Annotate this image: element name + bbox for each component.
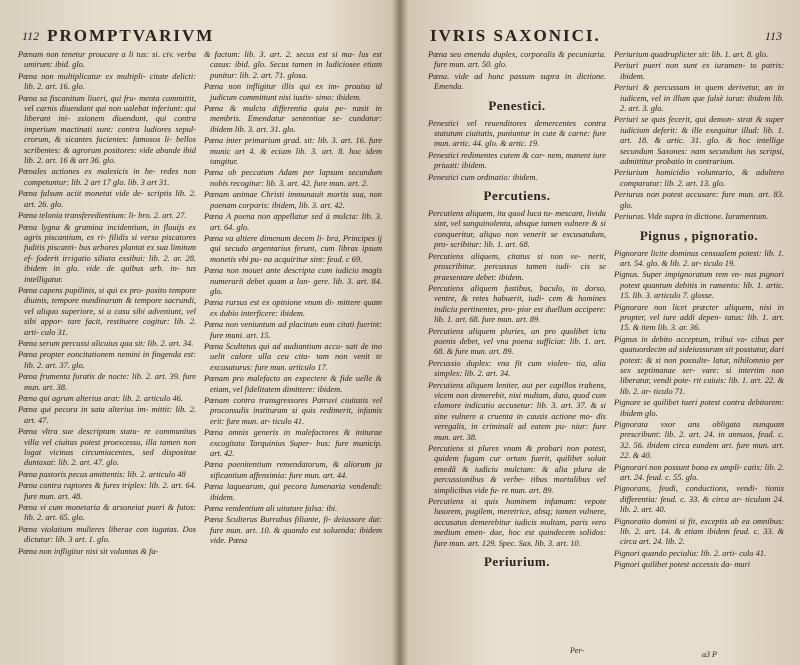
index-entry: Pœna violatium mulieres liberae con iugatas. Dos dictatur: lib. 3 art. 1. glo. [18, 524, 196, 545]
left-column-2 [204, 50, 382, 655]
index-entry: Penestici vel reuenditores demercentes contra statutum ciuitatis, puniuntur in cute & carne: fure mun. artic. 44. glo. & artic. 19. [428, 118, 606, 149]
index-entry: Pœna sa fiscanitum liueri, qui fru- menta committit, vel carnis diuendant qui non ualebat inferiunt: qui liberant ini- ssionem diuendunt, qui contra imperium mactinati sunt: contra ludiores sepul- crorum, & sicantes facientes: famosos li- bellos scribentes: & agrorum positores: vide abunde ibid lib. 2. art. 16 & art 36. glo. [18, 93, 196, 166]
index-entry: Penestici redimentes cutem & car- nem, manent iure priuati: ibidem. [428, 150, 606, 171]
index-entry: Pœnam animae Christi immunauit mortis sua, non poenam corporis: ibidem, lib. 3. art. 42. [204, 190, 382, 210]
index-entry: Pignori quilibet potest accessis da- muri [614, 560, 751, 570]
index-entry: Pignorata vxor ans obligata nunquam prescribunt: lib. 2. art. 24. in annuos, feud. c. 32. 56. ibidem circa eundem art. fure mun. art. 22. & 40. [614, 420, 784, 461]
index-entry: Pœna & mulcta differentia quia pe- nasit in membris. Emendatur sententiae se- cundatur: ibidem lib. 3. art. 31. glo. [204, 104, 382, 134]
index-entry: Pœna va altiere dimenum decem li- bra, Principes ij qui secudo argentarius ferunt, cum libras ipsum monetis vbi pu- na acquiritur sint: feud. c 69. [204, 233, 382, 264]
index-entry: Percutiens aliquem pluries, an pro quolibet ictu poenis debet, vel vna poena sufficiat: lib. 1. art. 68. & fure mun. art. 89. [428, 326, 606, 357]
index-entry: Percutiens aliquem, ita quod luca tu- mescant, livida sint, vel sanguinolenta, absque tamen vulnere & si conqueritur, aliquo non venerit se excusandum, pro- scribitur: lib. 1. art. 68. [428, 209, 606, 250]
index-entry: Percutiens si quis hominem infamam: vepote lusorem, pugilem, meretrice, absq; tamen vulnere, accusatus demerebitur iudicis multam, paris vero medium emen- dae, hoc est quindecem solidos: fure mun. art. 129. Spec. Sax. lib. 3. art. 10. [428, 497, 606, 548]
section-heading: Pignus , pignoratio. [639, 227, 759, 243]
index-entry: Pœna Sculterus Burrabus filiante, fi- deiussore dat: fure mun. art. 10. & quando est soluenda: ibidem vide. Pœna [204, 515, 382, 546]
right-column-2 [614, 50, 784, 655]
index-entry: Periurus non potest accusare: fure mun. art. 83. glo. [614, 190, 784, 210]
index-entry: Pœna qui agrum alterius arat: lib. 2. articulo 46. [18, 394, 183, 403]
index-entry: Pœna capens pupilinis, si qui ex pro- posito tempore diuinis, tempore nundinarum & tempore sacrundi, vel aliquo superiore, si a casu sibi adveniunt, vel sibi appor- tare facit, restituere cogitur: lib. 2. arti- culo 31. [18, 285, 196, 337]
index-entry: Pœna pastoris pecus amittentis: lib. 2. articulo 48 [18, 469, 186, 479]
index-entry: Pignori quando pecialia: lib. 2. arti- culo 41. [614, 548, 767, 558]
index-entry: Pœna non multiplicatur ex multipli- citate delicti: lib. 2. art. 16. glo. [18, 71, 196, 92]
page-catchwords: a3 P [702, 650, 717, 659]
index-entry: Pœna lygna & gramina incidentium, in fluuijs ex agris piscantium, ex ri- filidis si verso piscatores fuditis piscanti- bus arbores plantat ex sua limitum ef- foderit irrigatio siliata exsibui: lib. 2. ar. 28. ibidem in glo. vide de quibus arb. in- tus intelligatur. [18, 222, 196, 284]
index-entry: Pignus. Super impignoratum rem vn- nus pignori potest quantum debitis in ramento: lib. 1. artic. 15. lib. 3. articulo 7. glosse. [614, 270, 784, 301]
index-entry: Pignorare licite dominus censualem potest: lib. 1. art. 54. glo. & lib. 2. ar- ticulo 19. [614, 248, 784, 268]
right-page [402, 0, 800, 665]
index-entry: & factum: lib. 3. art. 2. secus est si ma- lus est casus: ibid. glo. Secus tamen in ludiciosee etiam punitur: lib. 2. art. 71. glosa. [204, 50, 382, 80]
index-entry: Pœna telonia transferedientium: li- bro. 2. art. 27. [18, 211, 187, 221]
index-entry: Periurium quadruplicter sit: lib. 1. art. 8. glo. [614, 50, 769, 59]
index-entry: Pœna contra raptores & fures triplex: lib. 2. art. 64. fure mun. art. 48. [18, 481, 196, 501]
index-entry: Pignorari non possunt bona ex ampli- catis: lib. 2. art. 24. feud. c. 55. glo. [614, 462, 784, 483]
index-entry: Pœna inter primarium grad. sit: lib. 3. art. 16. fure munic art 4. & eciam lib. 3. art. 8. hoc idem tangitur. [204, 136, 382, 167]
index-entry: Percutiens aliquem leniter, aut per capillos trahens, vicem non demerebit, nisi multam, dato, quod cum clamore indicatio accusetur: lib. 3. art. 37. & si sine vulnere a cruenta in causis actione mo- dis veregalis, in criminali ad eatem pu- niur: fure mun. art. 38. [428, 380, 606, 442]
index-entry: Pignore se quilibet tueri potest contra debitorem: ibidem glo. [614, 398, 784, 418]
index-entry: Periurus. Vide supra in dictione. Iuramentum. [614, 212, 769, 222]
index-entry: Pœna seu emenda duplex, corporalis & pecuniaria. fure mun. art. 50. glo. [428, 50, 606, 70]
index-entry: Percutiens aliquem fustibus, baculo, in dorso, ventre, & retes habuerit, iudi- cem & homines indiciu pertinentes, pro- pior est duellum accipere: lib. 1. art. 68. fure mun. art. 89. [428, 283, 606, 325]
index-entry: Periuri pueri non sunt ex iuramen- to patris: ibidem. [614, 61, 784, 81]
index-entry: Pœna falsum aciit monetat vide de- scriptis lib. 2. art. 26. glo. [18, 189, 196, 209]
index-entry: Pœna. vide ad hunc passum supra in dictione. Emenda. [428, 71, 606, 92]
index-entry: Pignorare non licet præcter aliquem, nisi in propter, vel iure addi depen- tatus: lib. 1. art. 15. & item lib. 3. ar. 36. [614, 302, 784, 333]
index-entry: Pœna non infligitur nisi sit voluntas & fa- [18, 546, 159, 556]
index-entry: Pœna non veniuntum ad placitum eum citati fuerint: fure muni. art. 15. [204, 320, 382, 340]
index-entry: Pœna rursus est ex opinione vnum di- mittere quam ex dubio interficere: ibidem. [204, 298, 382, 318]
index-entry: Pœnales actiones ex malesicis in he- redes non competuntur: lib. 2 art 17 glo. lib. 3 art 31. [18, 167, 196, 187]
index-entry: Pignus in debito acceptum, tribui vo- cibus per quatuordecim ad sideiussuram sit posstatur, dari potest: & si non possulte- latur, nihilomnio per sex septimanae ser- vare: si intertim non liberatur, vendi pote- rit cuiuis: lib. 1. art. 22. & lib. 2. ar- ticulo 71. [614, 334, 784, 396]
index-entry: Pœnam contra transgressores Patruvi ciuitatis vel proconsulis instituram si quis redimerit, infamis erit: fure mun. ar- ticulo 41. [204, 396, 382, 426]
running-head-left [22, 26, 214, 46]
index-entry: Pœna omnis generis in malefactores & initurae excogitata Tarquinius Super- bus: fure municip. art. 42. [204, 428, 382, 459]
index-entry: Periuri & percussum in quem derivetur, an in iudicem, vel in illum que falsè iurat: ibidem lib. 2. art. 3. glo. [614, 83, 784, 114]
index-entry: Periuri se quis fecerit, qui demon- strat & super iudicium deferit: & ille exequitur illud: lib. 1. art. 18. & artic. 31. glo. & hoc intellige secundum Saxones: nam secundum ius scripsi, admittitur probatio in contrarium. [614, 115, 784, 167]
index-entry: Percutiens si plures vnum & probari non potest, quidem fugam cur ortum fuerit, quilibet soluit emedâ & iudiciu mulctam: & alia plura de percussionibus & verbe- tibus mortalibus vel simplicibus vide fu- re mun. art. 89. [428, 444, 606, 495]
index-entry: Pœna poenitentium remendatorum, & aliorum ja sificantium affensimia: fure mun. art. 44. [204, 460, 382, 480]
index-entry: Pœna non mouet ante descripta cum iudicio magis numerarii debet quam a lan- gere. lib. 3. art. 84. glo. [204, 266, 382, 296]
section-heading: Percutiens. [483, 188, 551, 204]
left-page [0, 0, 398, 665]
index-entry: Pignoratio domini si fit, exceptis ab ea omnibus: lib. 2. art. 14. & etiam ibidem feud. c. 33. & circa art. 24. lib. 2. [614, 516, 784, 547]
index-entry: Percussio duplex: vna fit cum violen- tia, alia simplex: lib. 2. art. 34. [428, 358, 606, 379]
index-entry: Pignorans, feudi, conductions, vendi- tionis differentia: feud. c. 33. & circa ar- ticulum 24. lib. 2. art. 40. [614, 484, 784, 515]
section-heading: Periurium. [483, 554, 550, 570]
running-head-right [430, 26, 782, 46]
index-entry: Pœna ob peccatum Adam per lapsum secundum nobis recogitur: lib. 3. art. 42. fure mun. art. 2. [204, 168, 382, 188]
index-entry: Pœnam pro malefacto an expectere & fide uelle & etiam, vel fidelitatem dimittere: ibidem. [204, 374, 382, 394]
index-entry: Percutiens aliquem, citatus si non ve- nerit, proscribitur. percussus tamen iudi- cis se praesentare debet: ibidem. [428, 251, 606, 282]
index-entry: Pœnam non tenetur proucare a li tus: si. civ. verba umirum: ibid. glo. [18, 50, 196, 70]
index-entry: Pœna frumenta furatis de nocte: lib. 2. art. 39. fure mun. art. 38. [18, 372, 196, 392]
folio-number: 112 [22, 28, 40, 43]
index-entry: Pœna laquearum, qui pecora lumenaria vendendi: ibidem. [204, 482, 382, 502]
index-entry: Pœna non infligitur illis qui ex im- prouisa id judicum committunt nisi iustis- simo: ibidem. [204, 82, 382, 102]
right-column-1 [428, 50, 606, 655]
index-entry: Pœna qui pecora in sata alterius im- mittit: lib. 2. art. 47. [18, 405, 196, 425]
index-entry: Penestici cum ordinatio: ibidem. [428, 172, 538, 182]
index-entry: Pœna vltra sue descriptam statu- re communitas villa vel ciuitas potest proexcessu, illa tamen non logat vicinas circumiacentes, sed dispositae duntaxat: lib. 2. art. 47. glo. [18, 427, 196, 468]
column-catchword: Per- [570, 646, 585, 655]
running-title: IVRIS SAXONICI. [430, 26, 601, 45]
index-entry: Pœna Scultetus qui ad audiantium accu- sati de ino uelit calore ulla ceu cita- tam non venit te excusaturus: fure mun. articulo 17. [204, 341, 382, 372]
folio-number: 113 [764, 28, 782, 43]
section-heading: Penestici. [488, 97, 546, 113]
index-entry: Pœna propter eoncitationem nemini in fingenda est: lib. 2. art. 37. glo. [18, 350, 196, 370]
index-entry: Pœna serum percussi alicuius qua sit: lib. 2. art. 34. [18, 338, 194, 348]
left-column-1 [18, 50, 196, 655]
index-entry: Pœna vendentium ali uitatare falsa: ibi. [204, 504, 338, 514]
index-entry: Pœna vi cum monetaria & arsoneiat pueri & futos: lib. 2. art. 65. glo. [18, 503, 196, 523]
running-title: PROMPTVARIVM [47, 26, 215, 45]
index-entry: Periurium homicidio voluntario, & adultero comparatur: lib. 2. art. 13. glo. [614, 168, 784, 188]
index-entry: Pœna A poena non appellatur sed à mulcta: lib. 3. art. 64. glo. [204, 212, 382, 232]
